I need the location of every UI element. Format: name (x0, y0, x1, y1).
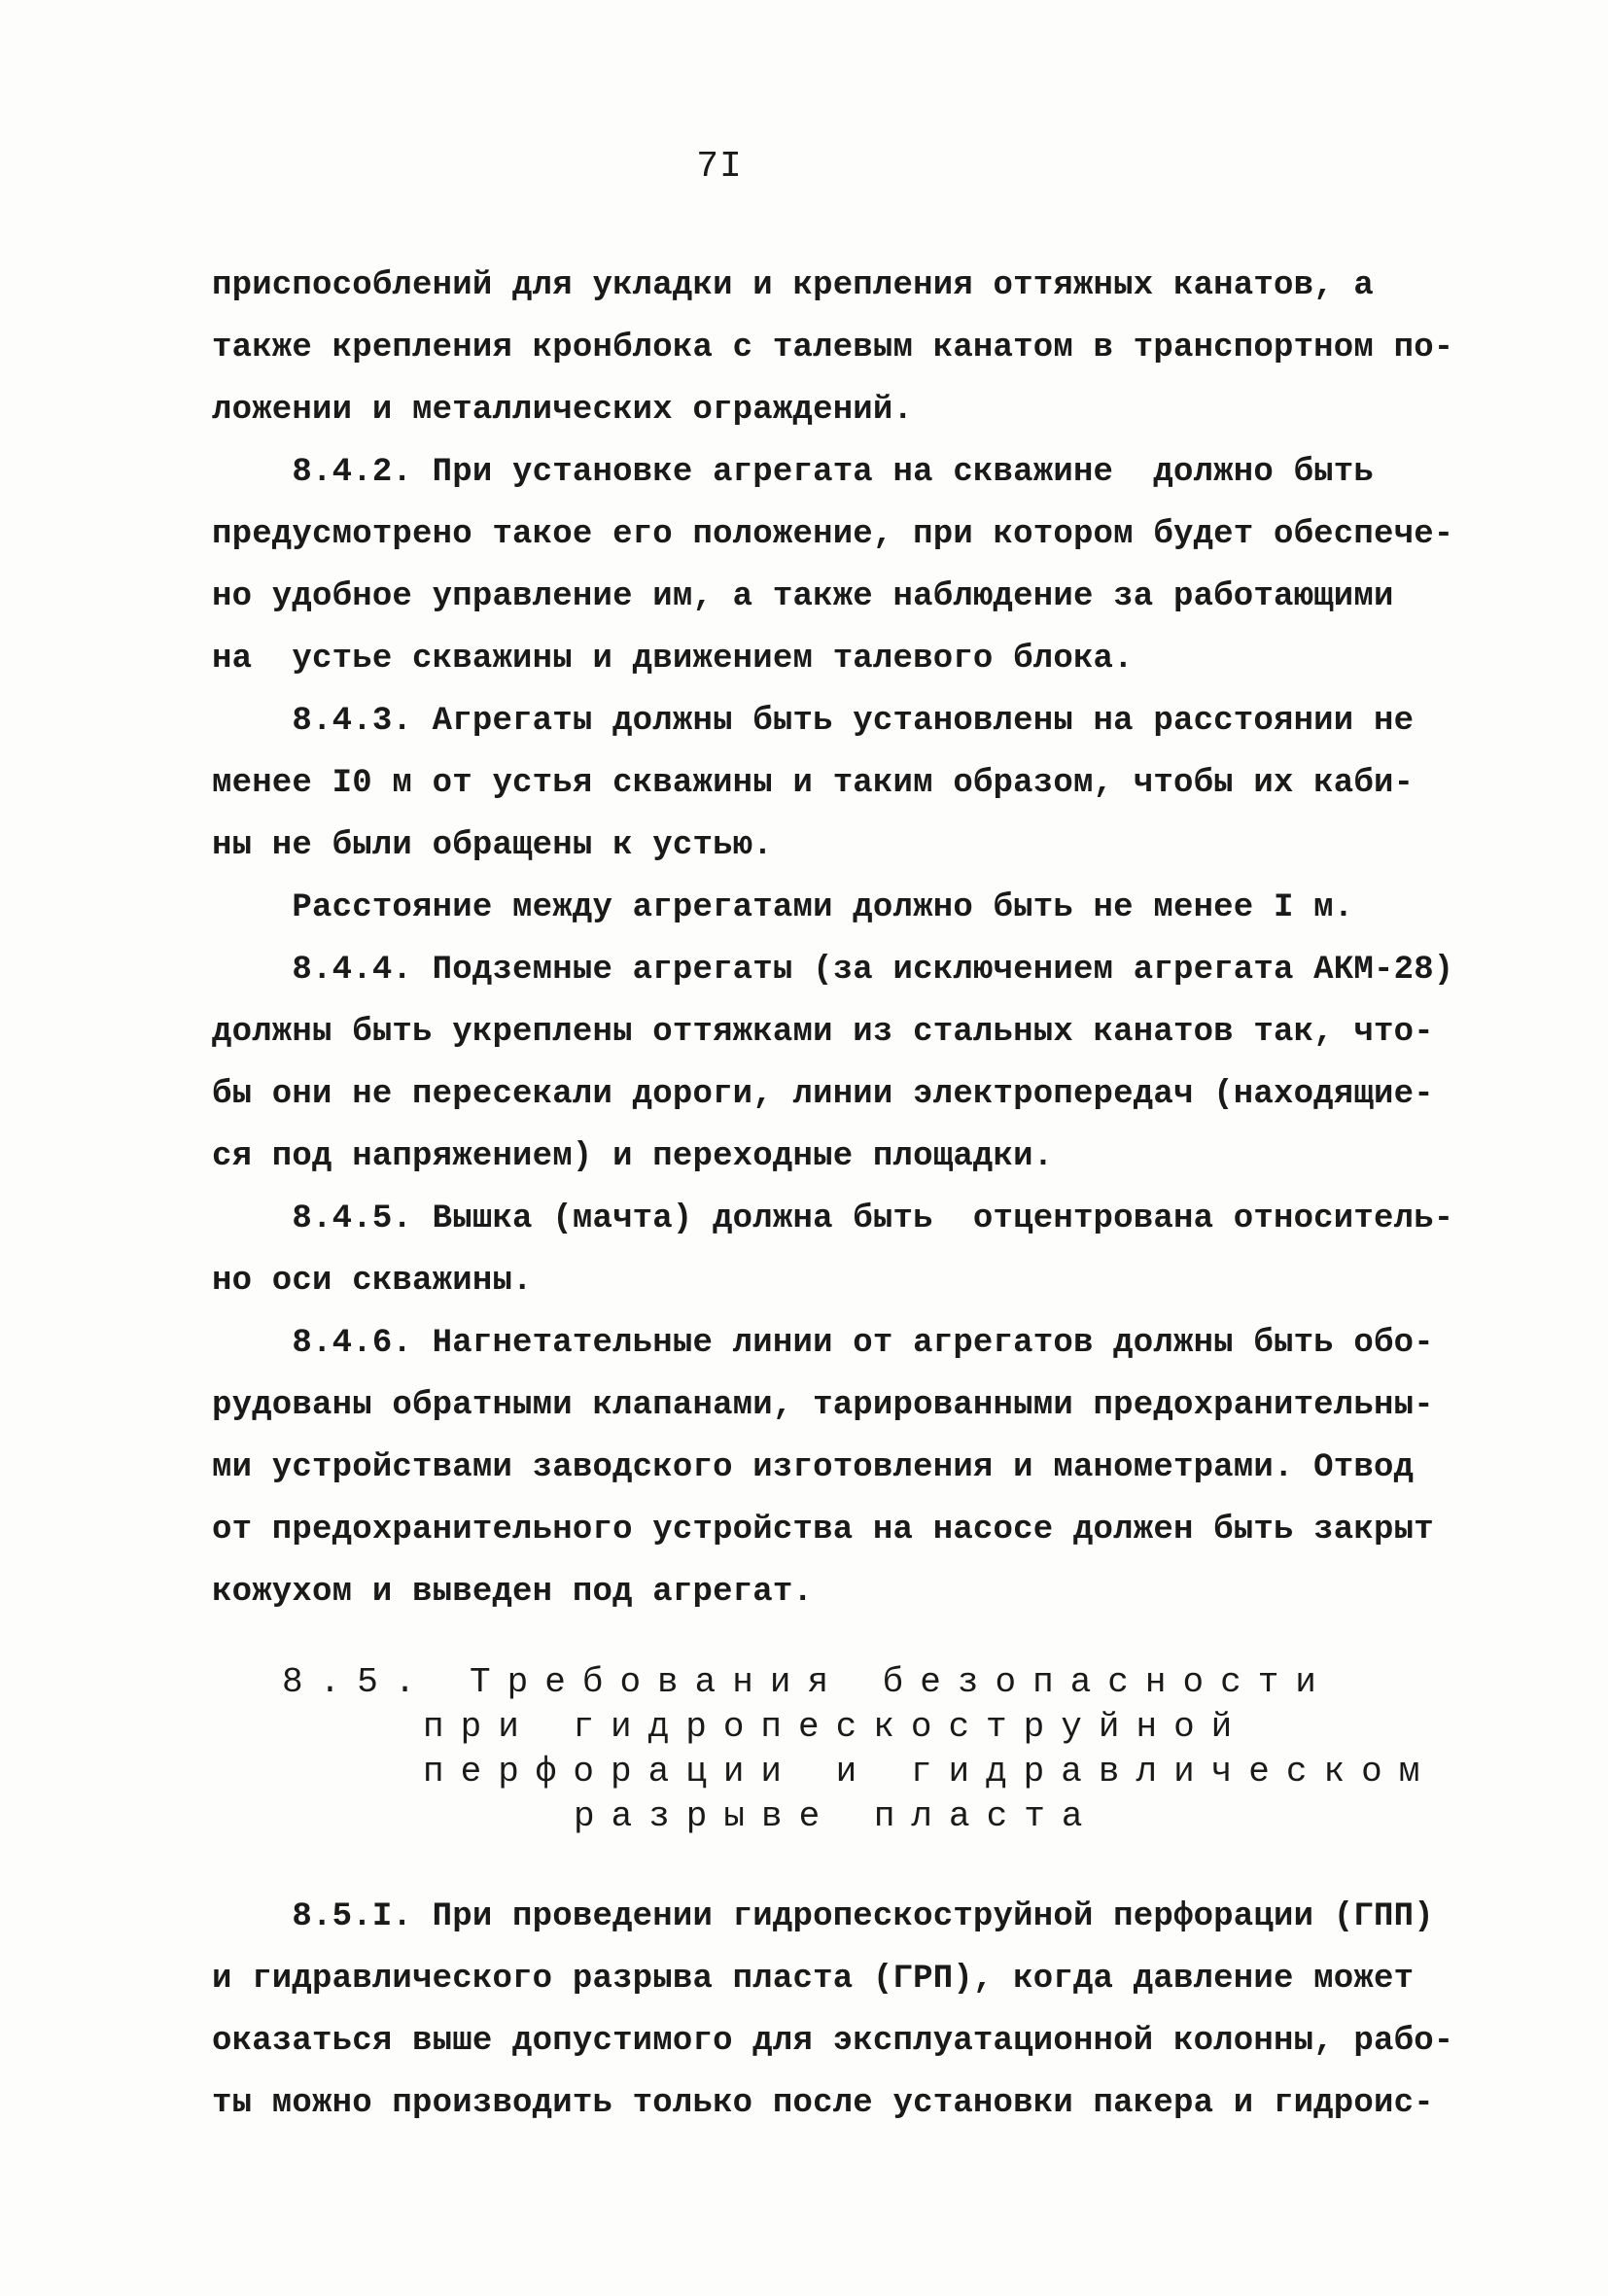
lower-text-block (212, 1886, 1454, 2135)
text-line: 8.4.2. При установке агрегата на скважине должно быть (212, 454, 1374, 491)
text-line: 8.4.3. Агрегаты должны быть установлены на расстоянии не (212, 703, 1415, 740)
page-number: 7I (696, 146, 743, 188)
text-line: ложении и металлических ограждений. (212, 392, 914, 429)
heading-text-1: Требования безопасности (470, 1662, 1333, 1702)
heading-line-1 (282, 1660, 1429, 1705)
text-line: 8.4.6. Нагнетательные линии от агрегатов должны быть обо- (212, 1325, 1434, 1362)
text-line: Расстояние между агрегатами должно быть не менее I м. (212, 889, 1354, 926)
heading-line-4: разрыве пласта (574, 1796, 1100, 1836)
text-line: от предохранительного устройства на насосе должен быть закрыт (212, 1512, 1434, 1548)
text-line: бы они не пересекали дороги, линии электропередач (находящие- (212, 1076, 1434, 1113)
text-line: должны быть укреплены оттяжками из стальных канатов так, что- (212, 1014, 1434, 1051)
text-line: ми устройствами заводского изготовления и манометрами. Отвод (212, 1449, 1415, 1486)
upper-text-block (212, 255, 1454, 1623)
text-line: 8.4.4. Подземные агрегаты (за исключением агрегата АКМ-28) (212, 952, 1454, 989)
text-line: но оси скважины. (212, 1263, 533, 1300)
heading-line-2: при гидропескоструйной (423, 1707, 1249, 1747)
text-line: ты можно производить только после установки пакера и гидроис- (212, 2085, 1434, 2122)
text-line: оказаться выше допустимого для эксплуатационной колонны, рабо- (212, 2023, 1454, 2060)
text-line: 8.5.I. При проведении гидропескоструйной перфорации (ГПП) (212, 1898, 1434, 1935)
text-line: рудованы обратными клапанами, тарированными предохранительны- (212, 1387, 1434, 1424)
text-line: на устье скважины и движением талевого блока. (212, 641, 1134, 678)
text-line: ны не были обращены к устью. (212, 827, 773, 864)
text-line: кожухом и выведен под агрегат. (212, 1574, 814, 1611)
text-line: предусмотрено такое его положение, при котором будет обеспече- (212, 516, 1454, 553)
heading-number: 8.5. (282, 1662, 433, 1702)
text-line: также крепления кронблока с талевым канатом в транспортном по- (212, 330, 1454, 366)
text-line: 8.4.5. Вышка (мачта) должна быть отцентрована относитель- (212, 1200, 1454, 1237)
text-line: ся под напряжением) и переходные площадки. (212, 1138, 1054, 1175)
text-line: менее I0 м от устья скважины и таким образом, чтобы их каби- (212, 765, 1415, 802)
section-heading (282, 1660, 1437, 1839)
text-line: и гидравлического разрыва пласта (ГРП), когда давление может (212, 1961, 1415, 1998)
text-line: но удобное управление им, а также наблюдение за работающими (212, 578, 1394, 615)
text-line: приспособлений для укладки и крепления оттяжных канатов, а (212, 267, 1374, 304)
heading-line-3: перфорации и гидравлическом (423, 1752, 1437, 1792)
